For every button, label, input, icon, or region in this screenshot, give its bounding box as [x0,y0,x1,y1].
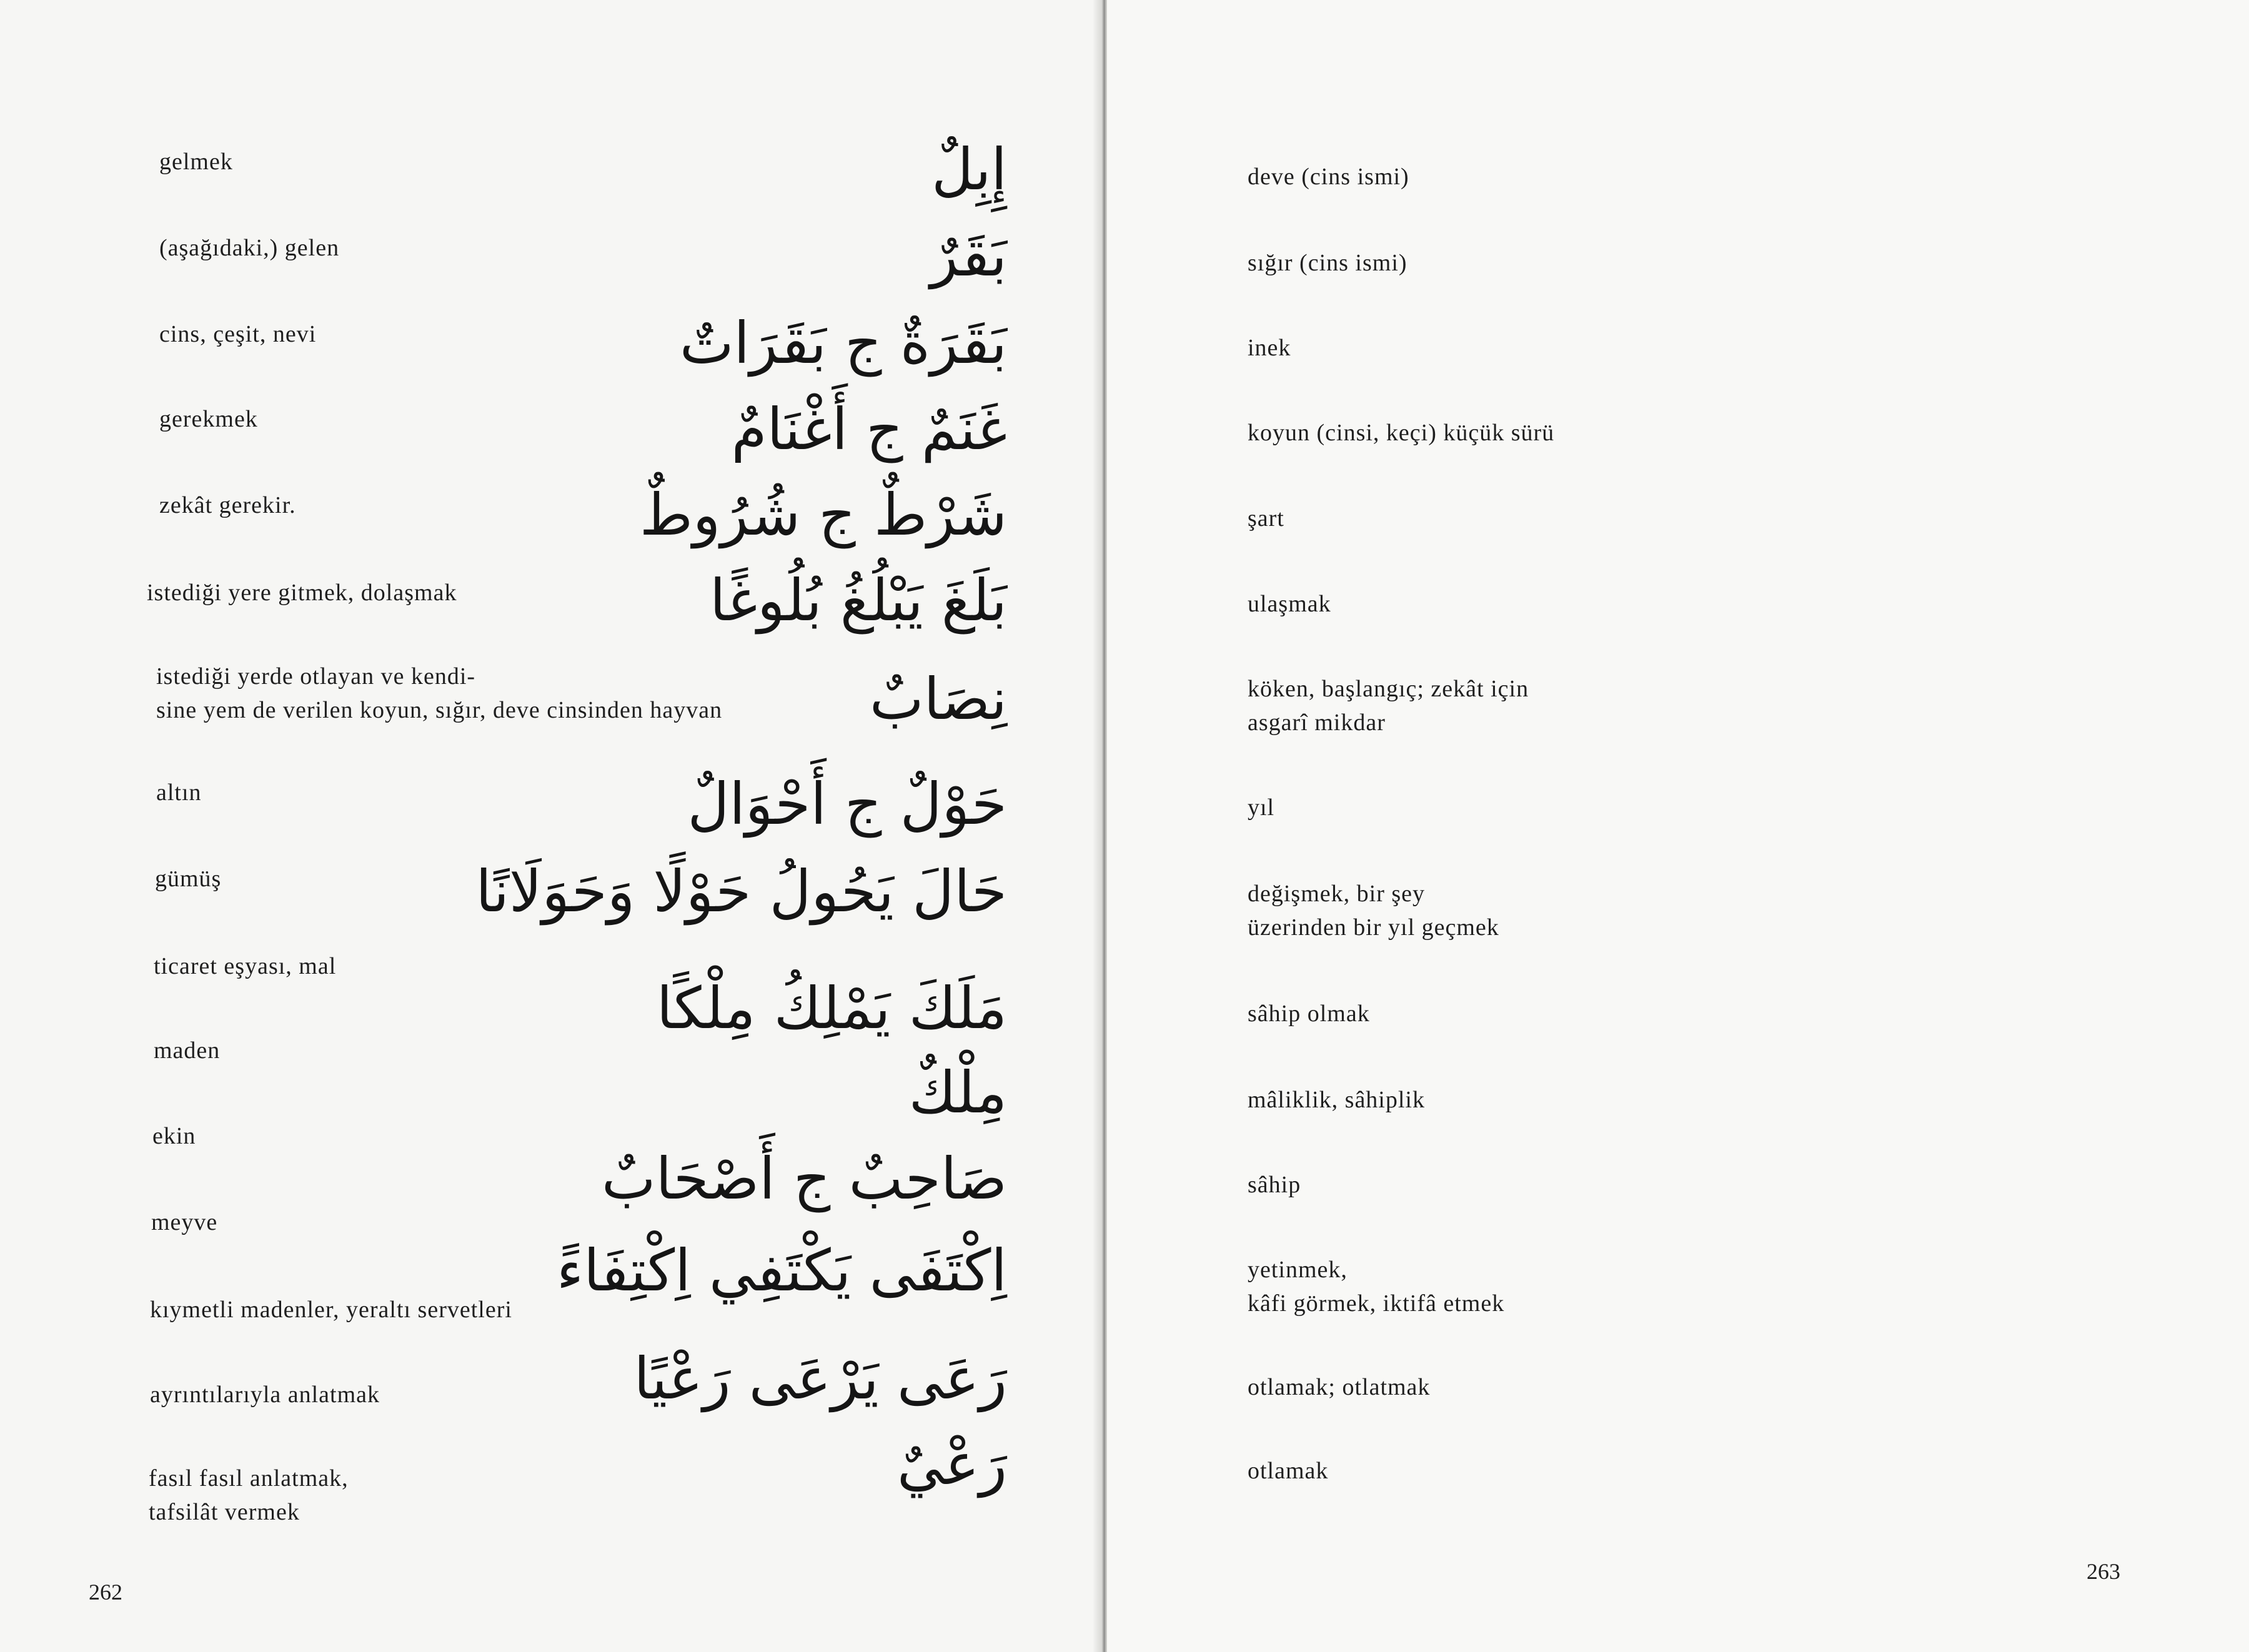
turkish-meaning: istediği yerde otlayan ve kendi- sine yem de verilen koyun, sığır, deve cinsinden hayvan [156,663,723,723]
turkish-meaning: ayrıntılarıyla anlatmak [150,1382,380,1408]
turkish-meaning: koyun (cinsi, keçi) küçük sürü [1248,420,1555,446]
turkish-meaning: deve (cins ismi) [1248,164,1409,190]
turkish-meaning: gümüş [155,866,222,892]
turkish-meaning: ulaşmak [1248,591,1331,617]
turkish-meaning: yetinmek, kâfi görmek, iktifâ etmek [1248,1257,1505,1317]
arabic-term: حَالَ يَحُولُ حَوْلًا وَحَوَلَانًا [475,858,1007,925]
turkish-meaning: köken, başlangıç; zekât için asgarî mikdar [1248,676,1529,736]
page-number: 263 [2087,1559,2120,1584]
arabic-term: بَقَرَةٌ ج بَقَرَاتٌ [679,310,1007,377]
page-number: 262 [89,1580,122,1605]
turkish-meaning: inek [1248,335,1291,361]
turkish-meaning: sâhip olmak [1248,1001,1370,1027]
turkish-meaning: ekin [152,1123,196,1149]
turkish-meaning: zekât gerekir. [159,492,296,518]
turkish-meaning: istediği yere gitmek, dolaşmak [147,580,457,606]
turkish-meaning: ticaret eşyası, mal [154,953,337,979]
arabic-term: بَقَرٌ [930,222,1007,289]
arabic-term: غَنَمٌ ج أَغْنَامٌ [731,396,1007,463]
arabic-term: مِلْكٌ [908,1059,1007,1126]
arabic-term: اِكْتَفَى يَكْتَفِي اِكْتِفَاءً [556,1237,1007,1304]
arabic-term: صَاحِبٌ ج أَصْحَابٌ [602,1145,1007,1212]
arabic-term: شَرْطٌ ج شُرُوطٌ [639,482,1007,548]
arabic-term: إِبِلٌ [931,136,1007,203]
turkish-meaning: altın [156,779,202,806]
turkish-meaning: otlamak; otlatmak [1248,1374,1431,1400]
arabic-term: مَلَكَ يَمْلِكُ مِلْكًا [656,975,1007,1042]
turkish-meaning: (aşağıdaki,) gelen [159,235,340,261]
turkish-meaning: gerekmek [159,406,258,432]
turkish-meaning: kıymetli madenler, yeraltı servetleri [150,1297,512,1323]
turkish-meaning: meyve [151,1209,218,1235]
turkish-meaning: otlamak [1248,1458,1329,1484]
turkish-meaning: cins, çeşit, nevi [159,321,317,347]
arabic-term: حَوْلٌ ج أَحْوَالٌ [687,771,1007,838]
turkish-meaning: maden [154,1037,221,1064]
turkish-meaning: şart [1248,505,1284,532]
turkish-meaning: gelmek [159,149,233,175]
arabic-term: رَعْيٌ [896,1431,1007,1498]
arabic-term: نِصَابٌ [869,666,1007,733]
right-page [475,0,2249,1652]
arabic-term: بَلَغَ يَبْلُغُ بُلُوغًا [709,567,1007,634]
turkish-meaning: sığır (cins ismi) [1248,250,1407,276]
turkish-meaning: yıl [1248,794,1275,821]
arabic-term: رَعَى يَرْعَى رَعْيًا [633,1345,1007,1412]
turkish-meaning: değişmek, bir şey üzerinden bir yıl geçmek [1248,881,1499,941]
turkish-meaning: fasıl fasıl anlatmak, tafsilât vermek [149,1465,349,1525]
turkish-meaning: sâhip [1248,1172,1301,1198]
turkish-meaning: mâliklik, sâhiplik [1248,1087,1425,1113]
